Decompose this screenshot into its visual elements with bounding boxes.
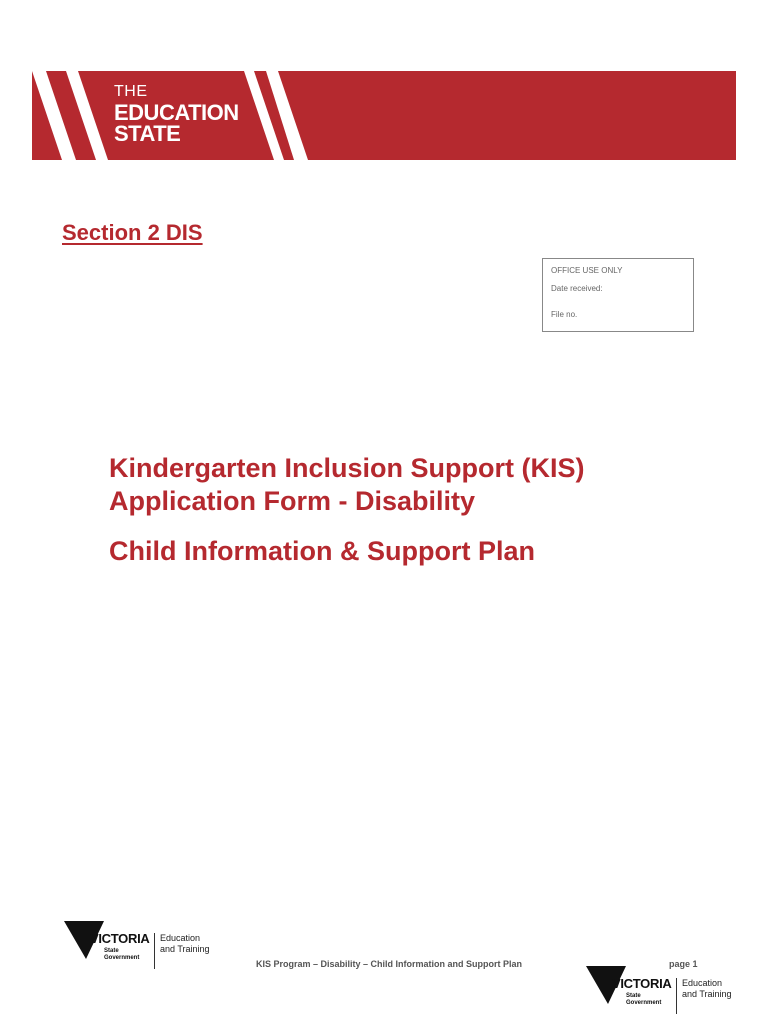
victoria-logo-left <box>64 919 234 973</box>
office-use-box <box>542 258 694 332</box>
dept-line-1: Education <box>160 933 201 943</box>
page-subtitle: Child Information & Support Plan <box>109 536 535 566</box>
victoria-logo-right <box>586 964 756 1018</box>
page-title <box>109 452 585 518</box>
banner-line-state: STATE <box>114 121 181 146</box>
education-state-banner <box>32 71 736 160</box>
dept-line-2: and Training <box>160 944 210 954</box>
footer-text: KIS Program – Disability – Child Information and Support Plan <box>256 959 523 969</box>
dept-line-1: Education <box>682 978 723 988</box>
state-government-text <box>626 993 661 1007</box>
department-text <box>160 933 210 955</box>
logo-divider <box>154 933 155 969</box>
logo-sub-line-2: Government <box>626 1000 662 1006</box>
title-line-2: Application Form - Disability <box>109 486 476 516</box>
banner-wordmark <box>114 81 239 144</box>
page-number: page 1 <box>669 959 698 969</box>
logo-sub-line-2: Government <box>104 955 140 961</box>
victoria-wordmark: VICTORIA <box>612 976 672 991</box>
title-line-1: Kindergarten Inclusion Support (KIS) <box>109 453 585 483</box>
file-no-label: File no. <box>551 310 578 319</box>
logo-divider <box>676 978 677 1014</box>
office-use-heading: OFFICE USE ONLY <box>551 266 623 275</box>
banner-line-education: EDUCATION <box>114 100 239 125</box>
state-government-text <box>104 948 139 962</box>
banner-line-the: THE <box>114 83 148 100</box>
logo-sub-line-1: State <box>626 993 641 999</box>
department-text <box>682 978 732 1000</box>
dept-line-2: and Training <box>682 989 732 999</box>
date-received-label: Date received: <box>551 284 603 293</box>
section-heading: Section 2 DIS <box>62 220 203 245</box>
logo-sub-line-1: State <box>104 948 119 954</box>
victoria-wordmark: VICTORIA <box>90 931 150 946</box>
